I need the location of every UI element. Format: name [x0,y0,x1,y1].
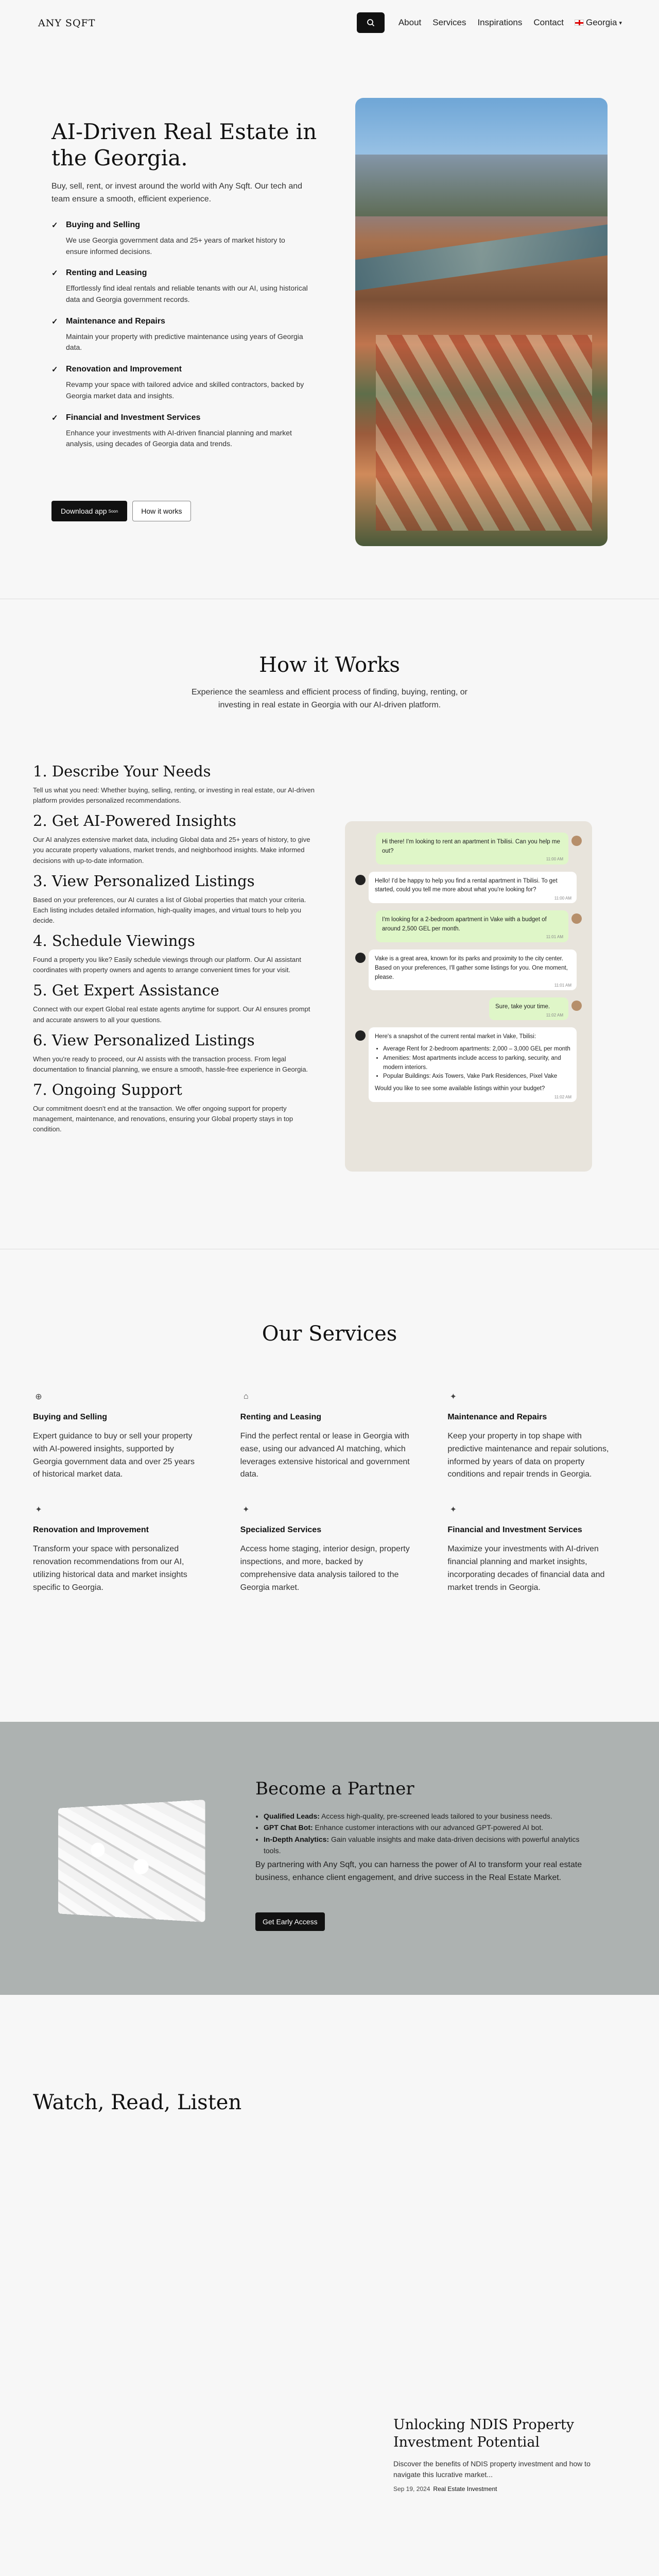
check-icon: ✓ [51,413,58,422]
chevron-down-icon: ▾ [619,20,622,26]
step-item [33,872,321,926]
renovation-icon: ✦ [35,1505,42,1515]
step-desc: Found a property you like? Easily schedule viewings through our platform. Our AI assistant coordinates with property owners and agents to arrange convenient times for your visit. [33,956,301,974]
bot-avatar [355,875,366,885]
get-early-access-button[interactable]: Get Early Access [255,1912,325,1931]
service-card [240,1391,419,1481]
how-it-works-subtitle: Experience the seamless and efficient process of finding, buying, renting, or investing in real estate in Georgia with our AI-driven platform. [191,688,467,709]
post-tag[interactable]: Real Estate Investment [433,2485,497,2493]
service-desc: Expert guidance to buy or sell your property with AI-powered insights, supported by Georgia government data and over 25 years of historical market data. [33,1432,195,1479]
hero-buttons [51,501,191,521]
service-desc: Transform your space with personalized renovation recommendations from our AI, utilizing historical data and market insights specific to Georgia. [33,1545,187,1592]
post-meta [393,2485,610,2493]
step-title: 5. Get Expert Assistance [33,981,219,999]
watch-title: Watch, Read, Listen [33,2091,242,2114]
feature-desc: Maintain your property with predictive maintenance using years of Georgia data. [66,332,303,352]
bot-avatar [355,1030,366,1041]
chat-text: Vake is a great area, known for its parks and proximity to the city center. Based on your preferences, I'll gather some listings for you. One moment, please. [375,955,568,980]
benefit-item [264,1834,583,1857]
chat-text: Would you like to see some available listings within your budget? [375,1086,545,1092]
chat-demo [345,821,592,1172]
chat-message-bot [369,950,577,990]
chat-bullet-list [383,1045,570,1081]
hero-feature-list [51,221,309,461]
service-desc: Find the perfect rental or lease in Georgia with ease, using our advanced AI matching, which leverages extensive historical and government data. [240,1432,410,1479]
download-app-button[interactable] [51,501,127,521]
hero-city-image [355,98,608,546]
chat-bullet: • Average Rent for 2-bedroom apartments: 2,000 – 3,000 GEL per month [383,1045,570,1054]
service-title: Specialized Services [240,1526,322,1535]
chat-text: Hello! I'd be happy to help you find a rental apartment in Tbilisi. To get started, could you tell me more about what you're looking for? [375,877,558,893]
feature-desc: Enhance your investments with AI-driven financial planning and market analysis, using decades of Georgia data and trends. [66,428,292,448]
feature-title: Maintenance and Repairs [66,316,165,326]
post-title[interactable]: Unlocking NDIS Property Investment Potential [393,2417,575,2450]
step-item [33,932,321,975]
chat-message-user [376,910,568,942]
how-it-works-button[interactable]: How it works [132,501,190,521]
feature-item [51,413,309,450]
service-title: Renting and Leasing [240,1413,321,1421]
benefit-item [264,1822,583,1833]
check-icon: ✓ [51,269,58,278]
chat-message-bot [369,872,577,904]
benefit-label: Qualified Leads: [264,1812,320,1820]
user-avatar [571,1001,582,1011]
renting-leasing-icon: ⌂ [243,1392,249,1401]
step-desc: When you're ready to proceed, our AI assists with the transaction process. From legal documentation to financial planning, we ensure a smooth, hassle-free experience in Georgia. [33,1055,308,1073]
step-item [33,762,321,806]
benefit-text: Access high-quality, pre-screened leads tailored to your business needs. [321,1812,552,1820]
soon-badge: Soon [108,509,118,514]
nav-services[interactable]: Services [432,18,466,27]
chat-text: I'm looking for a 2-bedroom apartment in Vake with a budget of around 2,500 GEL per month. [382,917,547,933]
partner-benefits [264,1810,583,1857]
service-title: Buying and Selling [33,1413,108,1421]
nav-inspirations[interactable]: Inspirations [477,18,523,27]
buying-selling-icon: ⊕ [35,1393,42,1401]
service-desc: Maximize your investments with AI-driven financial planning and market insights, incorporating decades of financial data and market trends in Georgia. [447,1545,605,1592]
step-desc: Connect with our expert Global real estate agents anytime for support. Our AI ensures prompt and accurate answers to all your questions. [33,1005,310,1024]
feature-desc: Effortlessly find ideal rentals and reliable tenants with our AI, using historical data and Georgia government records. [66,284,308,304]
partner-title: Become a Partner [255,1778,414,1799]
chat-message-user [489,997,568,1020]
chat-message-user [376,833,568,865]
feature-item [51,365,309,401]
site-header [0,0,659,46]
step-desc: Our commitment doesn't end at the transaction. We offer ongoing support for property management, maintenance, and renovations, ensuring your Global property stays in top condition. [33,1104,293,1133]
nav-about[interactable]: About [398,18,422,27]
service-card [240,1504,419,1594]
partner-desc: By partnering with Any Sqft, you can harness the power of AI to transform your real estate business, enhance client engagement, and drive success in the Real Estate Market. [255,1860,582,1882]
chat-bullet: • Amenities: Most apartments include access to parking, security, and modern interiors. [383,1054,570,1073]
service-title: Renovation and Improvement [33,1526,149,1535]
step-desc: Our AI analyzes extensive market data, including Global data and 25+ years of history, to give you accurate property valuations, market trends, and neighborhood insights. Make informed decisions with up-to-date information. [33,836,310,865]
benefit-text: Enhance customer interactions with our advanced GPT-powered AI bot. [315,1823,544,1832]
download-app-label: Download app [61,507,107,515]
user-avatar [571,836,582,846]
service-card [33,1504,212,1594]
benefit-label: In-Depth Analytics: [264,1835,330,1843]
partner-section [0,1722,659,1995]
georgia-flag-icon [575,20,584,26]
chat-time: 11:02 AM [546,1012,563,1018]
service-title: Maintenance and Repairs [447,1413,547,1421]
search-icon [367,19,375,27]
chat-time: 11:02 AM [554,1094,571,1099]
partner-image [58,1800,205,1922]
step-title: 6. View Personalized Listings [33,1031,255,1049]
chat-text: Here's a snapshot of the current rental market in Vake, Tbilisi: [375,1033,536,1040]
site-logo[interactable]: ANY SQFT [38,18,96,29]
user-avatar [571,913,582,924]
feature-item [51,317,309,353]
steps-list [33,762,321,1141]
language-label: Georgia [585,18,617,27]
check-icon: ✓ [51,365,58,375]
specialized-services-icon: ✦ [242,1505,250,1515]
feature-title: Buying and Selling [66,221,141,229]
chat-time: 11:00 AM [554,895,571,901]
step-title: 7. Ongoing Support [33,1080,182,1098]
step-item [33,1081,321,1134]
financial-services-icon: ✦ [449,1505,457,1515]
step-title: 4. Schedule Viewings [33,932,195,950]
service-title: Financial and Investment Services [447,1526,582,1535]
benefit-item [264,1810,583,1822]
feature-title: Financial and Investment Services [66,413,201,422]
post-date: Sep 19, 2024 [393,2485,430,2493]
services-grid [33,1391,626,1594]
hero-title: AI-Driven Real Estate in the Georgia. [51,119,317,171]
step-item [33,812,321,866]
language-selector[interactable] [570,18,622,28]
chat-time: 11:01 AM [554,982,571,988]
benefit-label: GPT Chat Bot: [264,1823,313,1832]
hero-subtitle: Buy, sell, rent, or invest around the world with Any Sqft. Our tech and team ensure a smooth, efficient experience. [51,182,303,204]
bot-avatar [355,953,366,963]
how-it-works-title: How it Works [259,653,400,677]
step-item [33,1031,321,1075]
step-title: 3. View Personalized Listings [33,872,255,890]
service-card [447,1504,626,1594]
step-item [33,981,321,1025]
feature-title: Renting and Leasing [66,268,147,278]
chat-time: 11:00 AM [546,857,563,862]
feature-title: Renovation and Improvement [66,365,182,374]
feature-item [51,268,309,305]
search-button[interactable] [357,12,385,33]
check-icon: ✓ [51,317,58,326]
feature-item [51,221,309,257]
check-icon: ✓ [51,221,58,230]
service-desc: Access home staging, interior design, property inspections, and more, backed by comprehensive data analysis tailored to the Georgia market. [240,1545,410,1592]
post-excerpt: Discover the benefits of NDIS property investment and how to navigate this lucrative market... [393,2459,591,2479]
feature-desc: We use Georgia government data and 25+ years of market history to ensure informed decisions. [66,236,285,256]
feature-desc: Revamp your space with tailored advice and skilled contractors, backed by Georgia market data and insights. [66,380,304,400]
chat-text: Hi there! I'm looking to rent an apartment in Tbilisi. Can you help me out? [382,839,560,854]
post-card[interactable] [393,2416,610,2493]
service-card [447,1391,626,1481]
chat-time: 11:01 AM [546,935,563,940]
step-title: 2. Get AI-Powered Insights [33,812,236,830]
chat-message-bot [369,1027,577,1102]
nav-contact[interactable]: Contact [533,18,564,27]
service-desc: Keep your property in top shape with predictive maintenance and repair solutions, informed by years of data on property conditions and repair trends in Georgia. [447,1432,609,1479]
step-desc: Based on your preferences, our AI curates a list of Global properties that match your criteria. Each listing includes detailed information, high-quality images, and virtual tours to help you decide. [33,895,306,924]
chat-text: Sure, take your time. [495,1004,550,1010]
maintenance-icon: ✦ [449,1393,457,1401]
step-desc: Tell us what you need: Whether buying, selling, renting, or investing in real estate, our AI-driven platform provides personalized recommendations. [33,786,315,805]
step-title: 1. Describe Your Needs [33,762,211,780]
chat-bullet: • Popular Buildings: Axis Towers, Vake Park Residences, Pixel Vake [383,1072,570,1081]
main-nav [357,12,622,33]
services-title: Our Services [262,1322,397,1346]
benefit-text: Gain valuable insights and make data-driven decisions with powerful analytics tools. [264,1835,580,1855]
service-card [33,1391,212,1481]
